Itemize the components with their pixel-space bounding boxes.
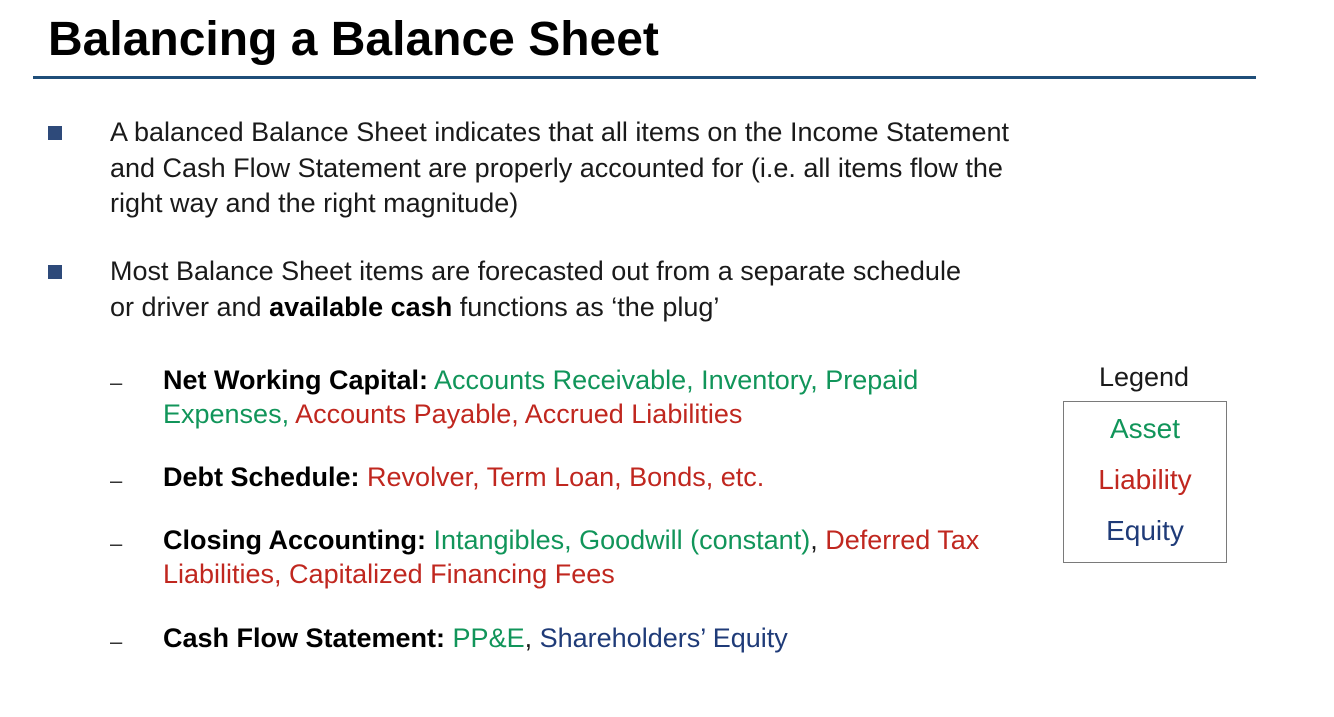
dash-icon: –	[110, 531, 123, 556]
legend-box	[1063, 401, 1227, 563]
plug-text-start: Most Balance Sheet items are forecasted out from a separate schedule or driver and	[110, 256, 961, 322]
legend-asset: Asset	[1109, 413, 1181, 444]
dash-icon: –	[110, 370, 123, 395]
plug-text-bold: available cash	[269, 291, 453, 322]
debt-label: Debt Schedule:	[163, 462, 360, 492]
cfs-label: Cash Flow Statement:	[163, 623, 446, 653]
plug-text-end: functions as ‘the plug’	[452, 291, 720, 322]
sub-bullet-closing-accounting	[163, 523, 1033, 591]
legend-title: Legend	[1098, 362, 1190, 392]
dash-icon: –	[110, 468, 123, 493]
bullet-text-balanced: A balanced Balance Sheet indicates that all items on the Income Statement and Cash Flow Statement are properly accounted for (i.e. all items flow the right way and the right magnitude)	[110, 117, 1010, 218]
closing-label: Closing Accounting:	[163, 525, 426, 555]
legend-liability: Liability	[1098, 464, 1192, 495]
bullet-text-plug	[110, 254, 990, 325]
sub-bullet-net-working-capital	[163, 363, 1033, 431]
nwc-label: Net Working Capital:	[163, 365, 429, 395]
sub-bullet-debt-schedule	[163, 460, 1033, 494]
nwc-liabilities: Accounts Payable, Accrued Liabilities	[289, 399, 743, 429]
closing-liabilities: Deferred Tax Liabilities, Capitalized Financing Fees	[163, 525, 980, 589]
bullet-square-icon	[48, 126, 62, 140]
closing-assets: Intangibles, Goodwill (constant)	[425, 525, 811, 555]
debt-liabilities: Revolver, Term Loan, Bonds, etc.	[359, 462, 765, 492]
cfs-separator: ,	[524, 623, 533, 653]
dash-icon: –	[110, 629, 123, 654]
closing-separator: ,	[810, 525, 818, 555]
cfs-assets: PP&E	[445, 623, 525, 653]
slide-title: Balancing a Balance Sheet	[48, 13, 659, 66]
bullet-square-icon	[48, 265, 62, 279]
legend-equity: Equity	[1106, 515, 1184, 546]
cfs-equity: Shareholders’ Equity	[532, 623, 788, 653]
title-underline	[33, 76, 1256, 79]
sub-bullet-cash-flow-statement	[163, 621, 1033, 655]
nwc-assets: Accounts Receivable, Inventory, Prepaid Expenses,	[163, 365, 919, 429]
